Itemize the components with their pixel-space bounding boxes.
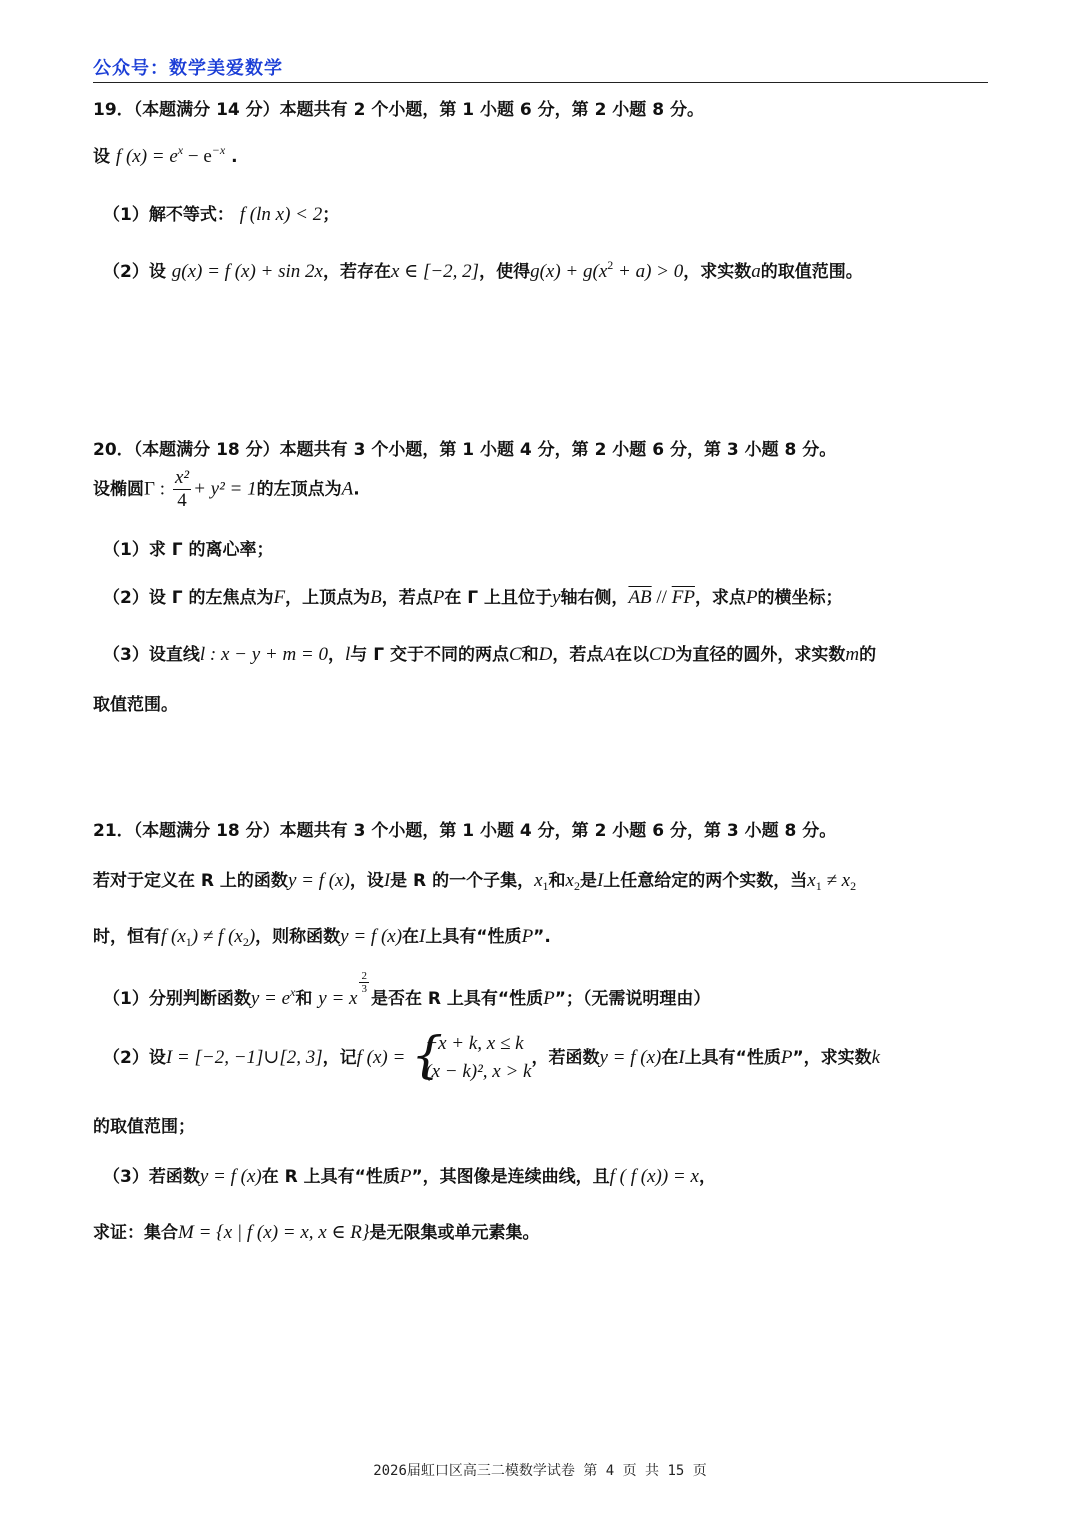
q21-l1-I: I	[383, 870, 391, 891]
q19-p2-text2: ，使得	[479, 262, 531, 282]
q21-p2-b: ，记	[322, 1048, 357, 1068]
q21-p1-exp-num: 2	[361, 970, 367, 982]
q21-l1-sub1: 1	[542, 879, 549, 893]
q20-p2-F: F	[273, 587, 286, 608]
q21-p2-d: 在	[661, 1048, 679, 1068]
q20-p2-f: ，求点	[694, 588, 746, 608]
q21-part3	[103, 1162, 716, 1188]
header-title: 公众号：数学美爱数学	[93, 58, 283, 79]
q21-l2-sub2: 2	[242, 935, 249, 949]
q21-l1-neq-sub2: 2	[850, 879, 857, 893]
q20-p2-d: 在 Γ 上且位于	[444, 588, 552, 608]
q19-heading: 19．（本题满分 14 分）本题共有 2 个小题，第 1 小题 6 分，第 2 小题 8 分。	[93, 100, 704, 120]
q21-p1-exp-frac	[359, 970, 369, 995]
q19-p2-text3: ，求实数	[683, 262, 752, 282]
q19-p2-math1: g(x) = f (x) + sin 2x	[171, 261, 323, 282]
q21-part3-proof	[93, 1218, 539, 1244]
q21-p2-I2: I	[678, 1047, 685, 1068]
q21-p2-k: k	[871, 1047, 881, 1068]
q20-heading: 20．（本题满分 18 分）本题共有 3 个小题，第 1 小题 4 分，第 2 小题 6 分，第 3 小题 8 分。	[93, 440, 837, 460]
q20-p2-c: ，若点	[381, 588, 433, 608]
q21-p2-a: （2）设	[103, 1048, 166, 1068]
q20-p2-AB: $\overline{AB}$	[628, 587, 652, 608]
q21-p1-b: 和	[295, 989, 313, 1009]
q21-l2-I: I	[419, 926, 426, 947]
q19-part2	[103, 257, 863, 283]
q21-part2	[103, 1026, 881, 1086]
q19-p2-text4: 的取值范围。	[760, 262, 863, 282]
q21-l1-I2: I	[596, 870, 604, 891]
q21-p3-proof-b: 是无限集或单元素集。	[369, 1223, 540, 1243]
page-header	[93, 52, 988, 83]
q21-p2-c: ，若函数	[531, 1048, 600, 1068]
q19-intro-mid: − e	[183, 146, 212, 167]
q20-p3-b: ，	[328, 645, 346, 665]
q19-p1-label: （1）解不等式：	[103, 205, 234, 225]
q21-p3-a: （3）若函数	[103, 1167, 200, 1187]
q20-p2-FP: $\overline{FP}$	[671, 587, 695, 608]
q21-l1-f2: 上任意给定的两个实数，当	[603, 871, 808, 891]
q19-intro-exp1: x	[177, 143, 184, 157]
q19-intro-prefix: 设	[93, 147, 110, 167]
q21-l1-neq-a: x	[807, 870, 816, 891]
q19-p2-math3b: + a) > 0	[613, 261, 684, 282]
q20-p3-D: D	[538, 644, 553, 665]
page-footer: 2026届虹口区高三二模数学试卷 第 4 页 共 15 页	[373, 1463, 707, 1479]
q21-l1-f: y = f (x)	[287, 870, 350, 891]
q20-intro-end: .	[353, 479, 360, 500]
q21-intro-line2	[93, 922, 551, 950]
q20-intro	[93, 467, 360, 512]
q21-p1-f2: y = x	[318, 988, 358, 1009]
q21-p2-f: y = f (x)	[599, 1047, 662, 1068]
q21-l1-b: ，设	[349, 871, 384, 891]
q21-l2-sub1: 1	[185, 935, 192, 949]
q21-l2-a: 时，恒有	[93, 927, 161, 947]
q21-p1-f1exp: x	[290, 985, 296, 999]
q20-intro-rest: + y² = 1	[193, 478, 257, 500]
q21-intro-line1	[93, 866, 856, 894]
q20-fraction	[173, 467, 191, 512]
q19-p1-math: f (ln x) < 2	[239, 204, 323, 225]
q21-p1-exp-den: 3	[361, 983, 367, 995]
q19-intro-exp2: −x	[211, 143, 226, 157]
q20-part3	[103, 640, 876, 666]
q20-p3-a: （3）设直线	[103, 645, 200, 665]
q19-p2-label: （2）设	[103, 262, 166, 282]
q20-p3-g: 为直径的圆外，求实数	[675, 645, 846, 665]
q21-p3-b: 在 R 上具有“性质	[261, 1167, 400, 1187]
q21-p1-f1: y = e	[250, 988, 291, 1009]
q21-p1-a: （1）分别判断函数	[103, 989, 251, 1009]
q19-p1-end: ；	[322, 205, 340, 225]
q21-p3-proof-a: 求证：集合	[93, 1223, 178, 1243]
q19-intro-end: .	[225, 147, 238, 167]
q21-p3-d: ，	[698, 1167, 716, 1187]
q21-p2-case2: (x − k)², x > k	[425, 1061, 532, 1082]
q20-frac-den: 4	[177, 490, 187, 511]
q21-p1-c: 是否在 R 上具有“性质	[370, 989, 544, 1009]
q19-intro	[93, 142, 238, 168]
q20-part2	[103, 583, 843, 609]
q21-p3-set: M = {x | f (x) = x, x ∈ R}	[178, 1222, 370, 1243]
q21-l1-a: 若对于定义在 R 上的函数	[93, 871, 288, 891]
q20-p2-B: B	[370, 587, 382, 608]
q20-frac-num: x²	[174, 467, 190, 488]
q21-l1-e: 是	[579, 871, 597, 891]
q21-l2-c: 在	[402, 927, 420, 947]
q20-p3-m: m	[845, 644, 860, 665]
q20-p2-P2: P	[745, 587, 758, 608]
q21-p2-fx: f (x) =	[356, 1047, 406, 1068]
q19-p2-text1: ，若存在	[322, 262, 391, 282]
q21-p1-d: ”；（无需说明理由）	[554, 989, 711, 1009]
q21-l2-P: P	[521, 926, 534, 947]
q20-p3-h: 的	[859, 645, 877, 665]
q21-l1-d: 和	[548, 871, 566, 891]
q20-p3-f: 在以	[615, 645, 649, 665]
q20-p3-C: C	[508, 644, 522, 665]
q21-p2-I: I = [−2, −1]∪[2, 3]	[165, 1047, 323, 1068]
q21-p2-g: ”，求实数	[792, 1048, 872, 1068]
left-brace-icon: {	[411, 1026, 444, 1084]
q21-l1-neq-sub1: 1	[815, 879, 822, 893]
q21-p3-ff: f ( f (x)) = x	[609, 1166, 699, 1187]
q21-l2-d: 上具有“性质	[425, 927, 522, 947]
q21-l2-math-a: f (x	[161, 926, 186, 947]
q21-l1-neq-op: ≠ x	[821, 870, 851, 891]
q19-p2-math2: x ∈ [−2, 2]	[390, 261, 480, 282]
q19-intro-math: f (x) = e	[115, 146, 178, 167]
q21-l2-math-b: ) ≠ f (x	[191, 926, 243, 947]
q21-p2-P: P	[780, 1047, 793, 1068]
q21-l2-e: ”.	[533, 927, 551, 947]
q20-intro-A: A	[341, 478, 354, 500]
q21-p2-case1: −x + k, x ≤ k	[425, 1033, 524, 1054]
q19-p2-math3a: g(x) + g(x	[530, 261, 608, 282]
q21-p2-piecewise	[411, 1026, 532, 1086]
q20-p2-P: P	[432, 587, 445, 608]
q20-p3-e: ，若点	[552, 645, 604, 665]
q21-l2-f: y = f (x)	[340, 926, 403, 947]
q20-intro-gamma: Γ :	[144, 478, 166, 500]
q19-part1	[103, 200, 339, 226]
q20-p3-CD: CD	[649, 644, 676, 665]
q21-part2-cont: 的取值范围；	[93, 1117, 195, 1137]
q21-p3-P: P	[399, 1166, 412, 1187]
q20-p2-g: 的横坐标；	[757, 588, 843, 608]
q20-p3-line: l : x − y + m = 0	[199, 644, 329, 665]
q21-part1	[103, 970, 710, 1010]
q20-part3-cont: 取值范围。	[93, 695, 178, 715]
q21-l1-x1: x	[534, 870, 543, 891]
q20-p3-d: 和	[521, 645, 539, 665]
q21-p3-c: ”，其图像是连续曲线，且	[411, 1167, 610, 1187]
q21-l1-sub2: 2	[573, 879, 580, 893]
q21-p1-P: P	[543, 988, 555, 1009]
q21-l2-b: ，则称函数	[255, 927, 341, 947]
q21-l1-x2: x	[565, 870, 574, 891]
q20-p3-A: A	[603, 644, 615, 665]
q20-intro-text: 的左顶点为	[256, 479, 342, 500]
q20-p2-b: ，上顶点为	[285, 588, 371, 608]
q20-p2-par: //	[651, 587, 672, 608]
q21-heading: 21．（本题满分 18 分）本题共有 3 个小题，第 1 小题 4 分，第 2 小题 6 分，第 3 小题 8 分。	[93, 821, 837, 841]
q20-p2-y: y	[552, 587, 561, 608]
q21-l2-math-c: )	[248, 926, 256, 947]
q20-p2-e: 轴右侧，	[560, 588, 629, 608]
q19-p2-math3exp: 2	[607, 258, 614, 272]
q21-p2-e: 上具有“性质	[684, 1048, 781, 1068]
q20-p2-a: （2）设 Γ 的左焦点为	[103, 588, 274, 608]
q20-p3-l: l	[345, 644, 351, 665]
q20-intro-prefix: 设椭圆	[93, 479, 144, 500]
q19-p2-math4: a	[751, 261, 761, 282]
q21-p3-f: y = f (x)	[199, 1166, 262, 1187]
q20-part1: （1）求 Γ 的离心率；	[103, 540, 274, 560]
q20-p3-c: 与 Γ 交于不同的两点	[350, 645, 509, 665]
q21-l1-c: 是 R 的一个子集，	[390, 871, 535, 891]
